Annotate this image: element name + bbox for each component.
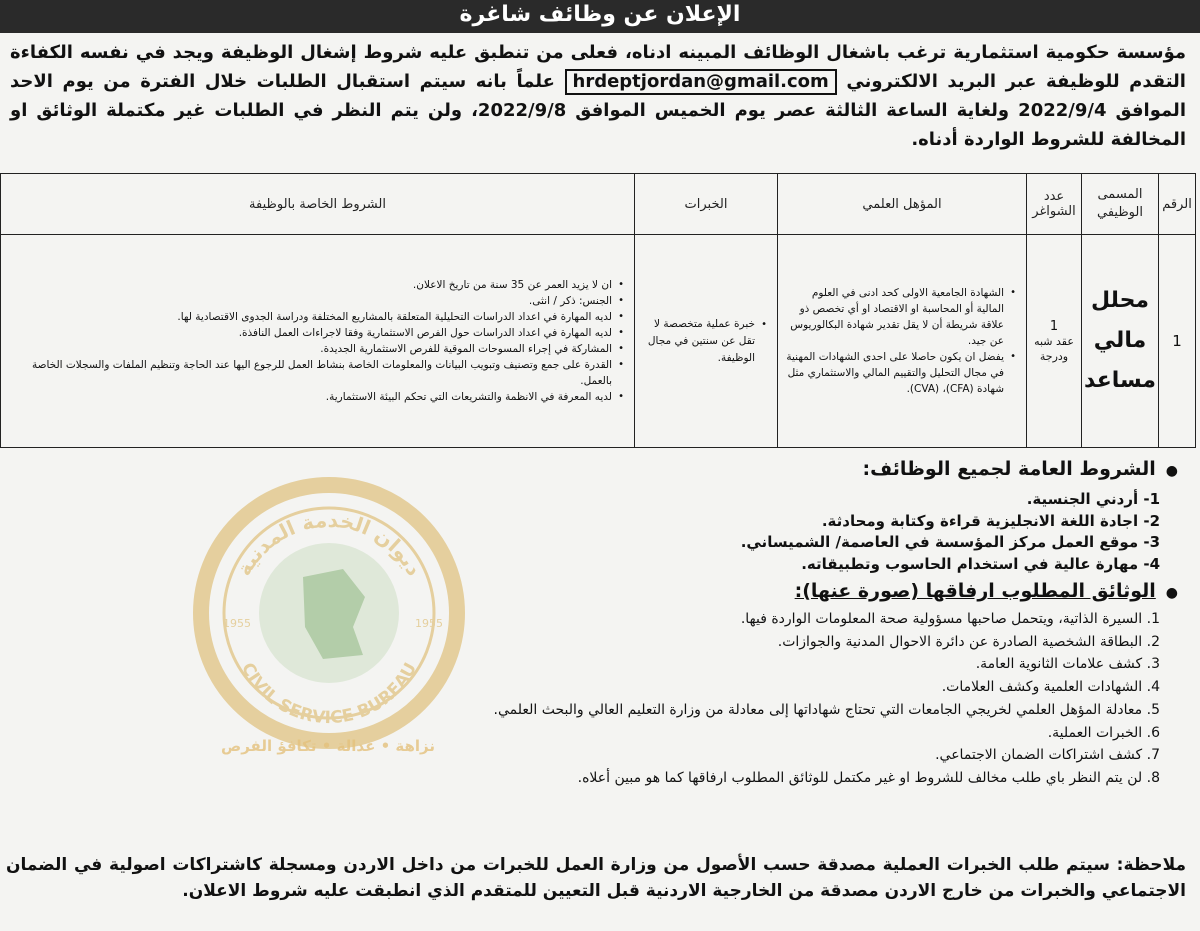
header-count: عدد الشواغر (1027, 174, 1082, 235)
document-item: 6. الخبرات العملية. (1047, 724, 1160, 741)
document-item: 5. معادلة المؤهل العلمي لخريجي الجامعات التي تحتاج شهاداتها إلى معادلة من وزارة التعليم العالي والبحث العلمي. (493, 701, 1160, 718)
experience-list (643, 316, 769, 367)
row-conditions (1, 235, 635, 448)
conditions-list (9, 277, 626, 405)
header-title: المسمى الوظيفي (1082, 174, 1159, 235)
header-qualification: المؤهل العلمي (778, 174, 1027, 235)
page-title: الإعلان عن وظائف شاغرة (459, 2, 741, 27)
seal-english-path: CIVIL SERVICE BUREAU (236, 659, 422, 729)
seal-year-right: 1955 (415, 617, 443, 630)
bullet-icon: ● (1165, 585, 1178, 601)
table-header-row (1, 174, 1196, 235)
general-heading-row (863, 458, 1178, 480)
seal-slogan: نزاهة • عدالة • تكافؤ الفرص (221, 737, 435, 755)
condition-item: • لديه المعرفة في الانظمة والتشريعات التي تحكم البيئة الاستثمارية. (9, 389, 612, 405)
experience-item: • خبرة عملية متخصصة لا تقل عن سنتين في مجال الوظيفة. (643, 316, 755, 367)
title-bar (0, 0, 1200, 33)
document-item: 3. كشف علامات الثانوية العامة. (975, 656, 1160, 673)
intro-paragraph (10, 38, 1186, 154)
row-title: محلل مالي مساعد (1082, 235, 1159, 448)
general-item: 4- مهارة عالية في استخدام الحاسوب وتطبيقاته. (801, 554, 1160, 573)
table-row (1, 235, 1196, 448)
document-item: 4. الشهادات العلمية وكشف العلامات. (941, 679, 1160, 696)
document-item: 7. كشف اشتراكات الضمان الاجتماعي. (935, 747, 1160, 764)
seal-year-left: 1955 (223, 617, 251, 630)
note-paragraph: ملاحظة: سيتم طلب الخبرات العملية مصدقة حسب الأصول من وزارة العمل للخبرات من داخل الاردن ومسجلة كاشتراكات اصولية في الضمان الاجتماعي والخبرات من خارج الاردن مصدقة من الخارجية الاردنية قبل التعيين للمتقدم الذي انطبقت عليه شروط الاعلان. (6, 855, 1186, 901)
general-item: 2- اجادة اللغة الانجليزية قراءة وكتابة ومحادثة. (821, 511, 1160, 530)
email-address[interactable]: hrdeptjordan@gmail.com (565, 69, 837, 95)
condition-item: • ان لا يزيد العمر عن 35 سنة من تاريخ الاعلان. (9, 277, 612, 293)
header-conditions: الشروط الخاصة بالوظيفة (1, 174, 635, 235)
general-heading: الشروط العامة لجميع الوظائف: (862, 458, 1156, 480)
documents-list (494, 608, 1160, 790)
row-experience (635, 235, 778, 448)
row-number: 1 (1159, 235, 1196, 448)
condition-item: • لديه المهارة في اعداد الدراسات التحليلية المتعلقة بالمشاريع المختلفة ودراسة الجدوى الاقتصادية لها. (9, 309, 612, 325)
document-item: 8. لن يتم النظر باي طلب مخالف للشروط او غير مكتمل للوثائق المطلوب ارفاقها كما هو مبين أعلاه. (577, 769, 1160, 786)
condition-item: • المشاركة في إجراء المسوحات الموقية للفرص الاستثمارية الجديدة. (9, 341, 612, 357)
documents-heading-row (795, 580, 1178, 602)
condition-item: • القدرة على جمع وتصنيف وتبويب البيانات والمعلومات الخاصة بنشاط العمل للرجوع اليها عند الحاجة وتنظيم الملفات والسجلات الخاصة بالعمل. (9, 357, 612, 389)
qualification-item: • الشهادة الجامعية الاولى كحد ادنى في العلوم المالية أو المحاسبة او الاقتصاد او أي تخصص ذو علاقة شريطة أن لا يقل تقدير شهادة البكالوريوس عن جيد. (786, 285, 1004, 349)
condition-item: • لديه المهارة في اعداد الدراسات حول الفرص الاستثمارية وفقا لاجراءات العمل النافذة. (9, 325, 612, 341)
document-item: 1. السيرة الذاتية، ويتحمل صاحبها مسؤولية صحة المعلومات الواردة فيها. (740, 611, 1160, 627)
qualification-item: • يفضل ان يكون حاصلا على احدى الشهادات المهنية في مجال التحليل والتقييم المالي والاستثماري مثل شهادة (CFA)، (CVA). (786, 349, 1004, 397)
intro-text-2: علماً بانه سيتم استقبال الطلبات خلال الفترة من يوم الاحد الموافق 2022/9/4 ولغاية الساعة الثالثة عصر يوم الخميس الموافق 2022/9/8، ولن يتم النظر في الطلبات غير مكتملة الوثائق او المخالفة للشروط الواردة أدناه. (10, 71, 1186, 150)
civil-service-seal-watermark (193, 477, 465, 749)
document-item: 2. البطاقة الشخصية الصادرة عن دائرة الاحوال المدنية والجوازات. (777, 633, 1160, 650)
intro-text-1: مؤسسة حكومية استثمارية ترغب باشغال الوظائف المبينه ادناه، فعلى من تنطبق عليه شروط إشغال الوظيفة ويجد في نفسه الكفاءة التقدم للوظيفة عبر البريد الالكتروني (10, 42, 1186, 92)
condition-item: • الجنس: ذكر / انثى. (9, 293, 612, 309)
general-item: 1- أردني الجنسية. (1026, 490, 1160, 508)
bullet-icon: ● (1165, 463, 1178, 479)
general-item: 3- موقع العمل مركز المؤسسة في العاصمة/ الشميساني. (740, 533, 1160, 551)
row-count: 1 (1049, 318, 1059, 334)
qualification-list (786, 285, 1018, 397)
row-qualification (778, 235, 1027, 448)
general-list (741, 489, 1160, 575)
seal-arabic-path: ديوان الخدمة المدنية (231, 507, 427, 580)
row-count-note: عقد شبه ودرجة (1034, 334, 1074, 363)
jobs-table (0, 173, 1196, 448)
header-experience: الخبرات (635, 174, 778, 235)
header-number: الرقم (1159, 174, 1196, 235)
documents-heading: الوثائق المطلوب ارفاقها (صورة عنها): (794, 580, 1156, 602)
row-count-cell (1027, 235, 1082, 448)
